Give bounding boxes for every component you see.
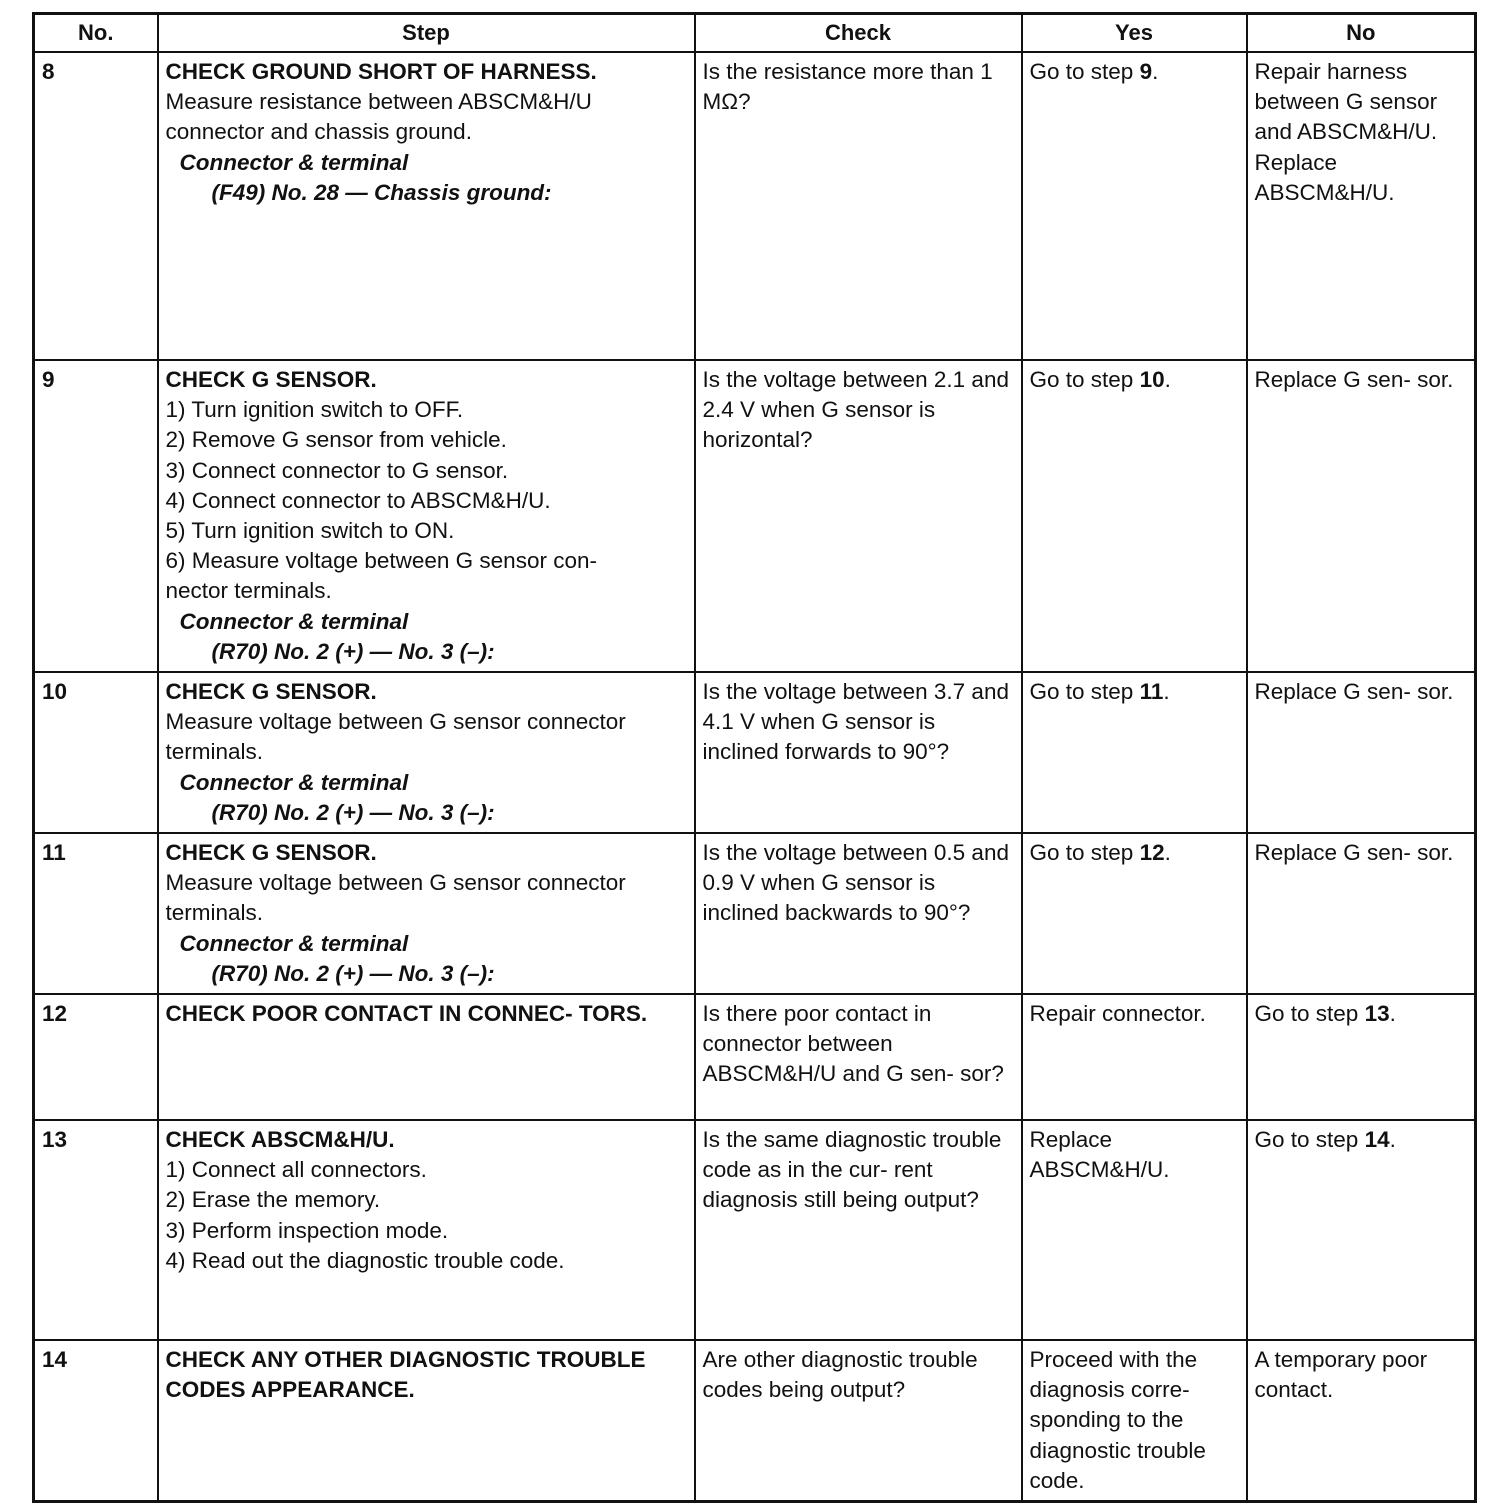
step-title: CHECK ABSCM&H/U.: [165, 1127, 395, 1153]
step-number: 9: [34, 360, 158, 672]
no-cell: [1247, 1120, 1476, 1340]
step-cell: [158, 1120, 695, 1340]
step-line: 2) Erase the memory.: [165, 1187, 381, 1213]
table-row: [34, 360, 1476, 672]
yes-text: Proceed with the diagnosis corre- sponding to the diagnostic trouble code.: [1029, 1347, 1206, 1493]
step-number: 8: [34, 52, 158, 360]
diagnostic-table-sheet: [32, 12, 1474, 1493]
yes-cell: [1022, 52, 1247, 360]
connector-terminal-label: Connector & terminal: [179, 769, 409, 795]
no-text: Repair harness between G sensor and ABSCM&H/U. Replace ABSCM&H/U.: [1254, 59, 1438, 205]
check-cell: Is the voltage between 3.7 and 4.1 V when G sensor is inclined forwards to 90°?: [695, 672, 1022, 833]
step-line: 1) Connect all connectors.: [165, 1157, 427, 1183]
connector-terminal-label: Connector & terminal: [179, 930, 409, 956]
step-number: 14: [34, 1340, 158, 1502]
yes-step-ref: 11: [1139, 679, 1164, 705]
table-header: [34, 14, 1476, 53]
yes-text: Go to step: [1029, 59, 1140, 84]
header-step: Step: [158, 14, 695, 53]
connector-terminal-value: (R70) No. 2 (+) — No. 3 (–):: [211, 960, 495, 986]
yes-step-ref: 9: [1139, 59, 1153, 84]
step-cell: [158, 672, 695, 833]
no-cell: [1247, 1340, 1476, 1502]
step-title: CHECK G SENSOR.: [165, 840, 377, 866]
yes-step-ref: 12: [1139, 840, 1165, 866]
step-line: Measure voltage between G sensor connector: [165, 709, 626, 735]
yes-cell: [1022, 833, 1247, 994]
step-line: terminals.: [165, 900, 264, 926]
no-step-ref: 13: [1364, 1001, 1390, 1027]
step-number: 12: [34, 994, 158, 1120]
step-line: 3) Perform inspection mode.: [165, 1217, 449, 1243]
no-text: Go to step: [1254, 1127, 1365, 1153]
no-cell: [1247, 52, 1476, 360]
step-line: 2) Remove G sensor from vehicle.: [165, 427, 507, 453]
yes-cell: [1022, 994, 1247, 1120]
check-cell: Is the resistance more than 1 MΩ?: [695, 52, 1022, 360]
no-cell: [1247, 994, 1476, 1120]
no-suffix: .: [1389, 1001, 1396, 1027]
yes-cell: [1022, 1340, 1247, 1502]
connector-terminal-label: Connector & terminal: [179, 149, 409, 175]
no-text: Replace G sen- sor.: [1254, 367, 1454, 392]
no-text: Replace G sen- sor.: [1254, 840, 1454, 866]
step-line: 4) Read out the diagnostic trouble code.: [165, 1247, 565, 1273]
no-step-ref: 14: [1364, 1127, 1390, 1153]
check-cell: Is the voltage between 0.5 and 0.9 V when G sensor is inclined backwards to 90°?: [695, 833, 1022, 994]
yes-step-ref: 10: [1139, 367, 1165, 392]
step-number: 11: [34, 833, 158, 994]
check-cell: Are other diagnostic trouble codes being output?: [695, 1340, 1022, 1502]
step-cell: [158, 994, 695, 1120]
check-cell: Is there poor contact in connector between ABSCM&H/U and G sen- sor?: [695, 994, 1022, 1120]
step-line: connector and chassis ground.: [165, 119, 472, 145]
step-title: CHECK GROUND SHORT OF HARNESS.: [165, 59, 597, 84]
yes-text: Go to step: [1029, 367, 1140, 392]
table-row: [34, 1340, 1476, 1502]
no-cell: [1247, 672, 1476, 833]
no-text: Replace G sen- sor.: [1254, 679, 1454, 705]
check-cell: Is the same diagnostic trouble code as in the cur- rent diagnosis still being output?: [695, 1120, 1022, 1340]
connector-terminal-value: (R70) No. 2 (+) — No. 3 (–):: [211, 638, 495, 664]
step-line: nector terminals.: [165, 578, 332, 604]
step-line: 5) Turn ignition switch to ON.: [165, 518, 455, 544]
step-title: CHECK ANY OTHER DIAGNOSTIC TROUBLE CODES APPEARANCE.: [165, 1347, 646, 1403]
table-row: [34, 52, 1476, 360]
no-suffix: .: [1389, 1127, 1396, 1153]
step-title: CHECK G SENSOR.: [165, 367, 377, 392]
yes-text: Repair connector.: [1029, 1001, 1206, 1027]
no-cell: [1247, 360, 1476, 672]
header-row: [34, 14, 1476, 53]
check-cell: Is the voltage between 2.1 and 2.4 V when G sensor is horizontal?: [695, 360, 1022, 672]
header-yes: Yes: [1022, 14, 1247, 53]
yes-suffix: .: [1164, 367, 1171, 392]
yes-cell: [1022, 672, 1247, 833]
step-number: 13: [34, 1120, 158, 1340]
connector-terminal-value: (F49) No. 28 — Chassis ground:: [211, 179, 552, 205]
table-row: [34, 1120, 1476, 1340]
table-body: [34, 52, 1476, 1502]
step-cell: [158, 1340, 695, 1502]
yes-text: Go to step: [1029, 840, 1140, 866]
yes-suffix: .: [1164, 840, 1171, 866]
yes-cell: [1022, 360, 1247, 672]
yes-text: Replace ABSCM&H/U.: [1029, 1127, 1170, 1183]
table-row: [34, 994, 1476, 1120]
connector-terminal-label: Connector & terminal: [179, 608, 409, 634]
no-cell: [1247, 833, 1476, 994]
step-cell: [158, 360, 695, 672]
yes-text: Go to step: [1029, 679, 1140, 705]
step-title: CHECK G SENSOR.: [165, 679, 377, 705]
step-number: 10: [34, 672, 158, 833]
step-line: 1) Turn ignition switch to OFF.: [165, 397, 464, 423]
step-line: 3) Connect connector to G sensor.: [165, 457, 509, 483]
step-cell: [158, 833, 695, 994]
table-row: [34, 672, 1476, 833]
step-line: terminals.: [165, 739, 264, 765]
header-no-result: No: [1247, 14, 1476, 53]
step-line: 6) Measure voltage between G sensor con-: [165, 548, 597, 574]
step-line: Measure voltage between G sensor connector: [165, 870, 626, 896]
step-title: CHECK POOR CONTACT IN CONNEC- TORS.: [165, 1001, 648, 1027]
table-row: [34, 833, 1476, 994]
header-no: No.: [34, 14, 158, 53]
step-line: 4) Connect connector to ABSCM&H/U.: [165, 487, 551, 513]
yes-cell: [1022, 1120, 1247, 1340]
connector-terminal-value: (R70) No. 2 (+) — No. 3 (–):: [211, 799, 495, 825]
no-text: Go to step: [1254, 1001, 1365, 1027]
yes-suffix: .: [1163, 679, 1170, 705]
header-check: Check: [695, 14, 1022, 53]
no-text: A temporary poor contact.: [1254, 1347, 1428, 1403]
step-line: Measure resistance between ABSCM&H/U: [165, 89, 592, 115]
yes-suffix: .: [1152, 59, 1159, 84]
diagnostic-table: [32, 12, 1477, 1503]
step-cell: [158, 52, 695, 360]
